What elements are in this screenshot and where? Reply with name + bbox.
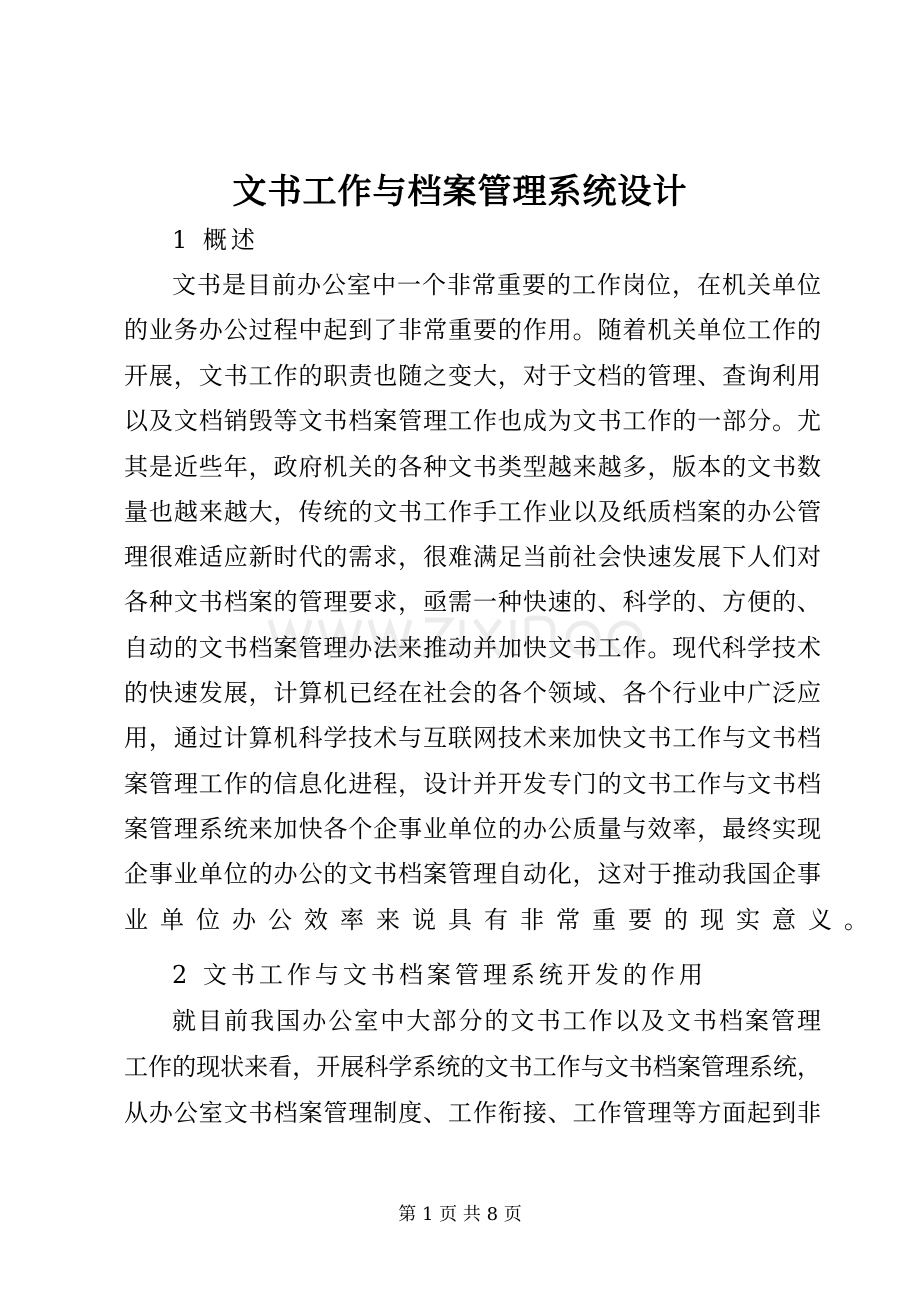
text-line: 自动的文书档案管理办法来推动并加快文书工作。现代科学技术 (124, 634, 821, 662)
text-line: 用，通过计算机科学技术与互联网技术来加快文书工作与文书档 (124, 724, 821, 752)
page-footer: 第 1 页 共 8 页 (398, 1204, 522, 1225)
text-line: 其是近些年，政府机关的各种文书类型越来越多，版本的文书数 (124, 453, 821, 481)
text-line: 的业务办公过程中起到了非常重要的作用。随着机关单位工作的 (124, 316, 821, 344)
text-line: 各种文书档案的管理要求，亟需一种快速的、科学的、方便的、 (124, 588, 821, 616)
section-heading: 1 概述 (172, 226, 259, 254)
text-line: 案管理系统来加快各个企事业单位的办公质量与效率，最终实现 (124, 815, 821, 843)
document-title: 文书工作与档案管理系统设计 (232, 172, 688, 212)
text-line: 业单位办公效率来说具有非常重要的现实意义。 (124, 906, 880, 934)
text-line: 以及文档销毁等文书档案管理工作也成为文书工作的一部分。尤 (124, 407, 821, 435)
section-heading: 2 文书工作与文书档案管理系统开发的作用 (172, 961, 707, 989)
text-line: 文书是目前办公室中一个非常重要的工作岗位，在机关单位 (172, 271, 821, 299)
text-line: 开展，文书工作的职责也随之变大，对于文档的管理、查询利用 (124, 362, 821, 390)
text-line: 案管理工作的信息化进程，设计并开发专门的文书工作与文书档 (124, 770, 821, 798)
text-line: 企事业单位的办公的文书档案管理自动化，这对于推动我国企事 (124, 860, 821, 888)
text-line: 从办公室文书档案管理制度、工作衔接、工作管理等方面起到非 (124, 1099, 821, 1127)
text-line: 理很难适应新时代的需求，很难满足当前社会快速发展下人们对 (124, 543, 821, 571)
text-line: 的快速发展，计算机已经在社会的各个领域、各个行业中广泛应 (124, 679, 821, 707)
text-line: 量也越来越大，传统的文书工作手工作业以及纸质档案的办公管 (124, 498, 821, 526)
text-line: 工作的现状来看，开展科学系统的文书工作与文书档案管理系统， (124, 1053, 821, 1081)
text-line: 就目前我国办公室中大部分的文书工作以及文书档案管理 (172, 1007, 821, 1035)
